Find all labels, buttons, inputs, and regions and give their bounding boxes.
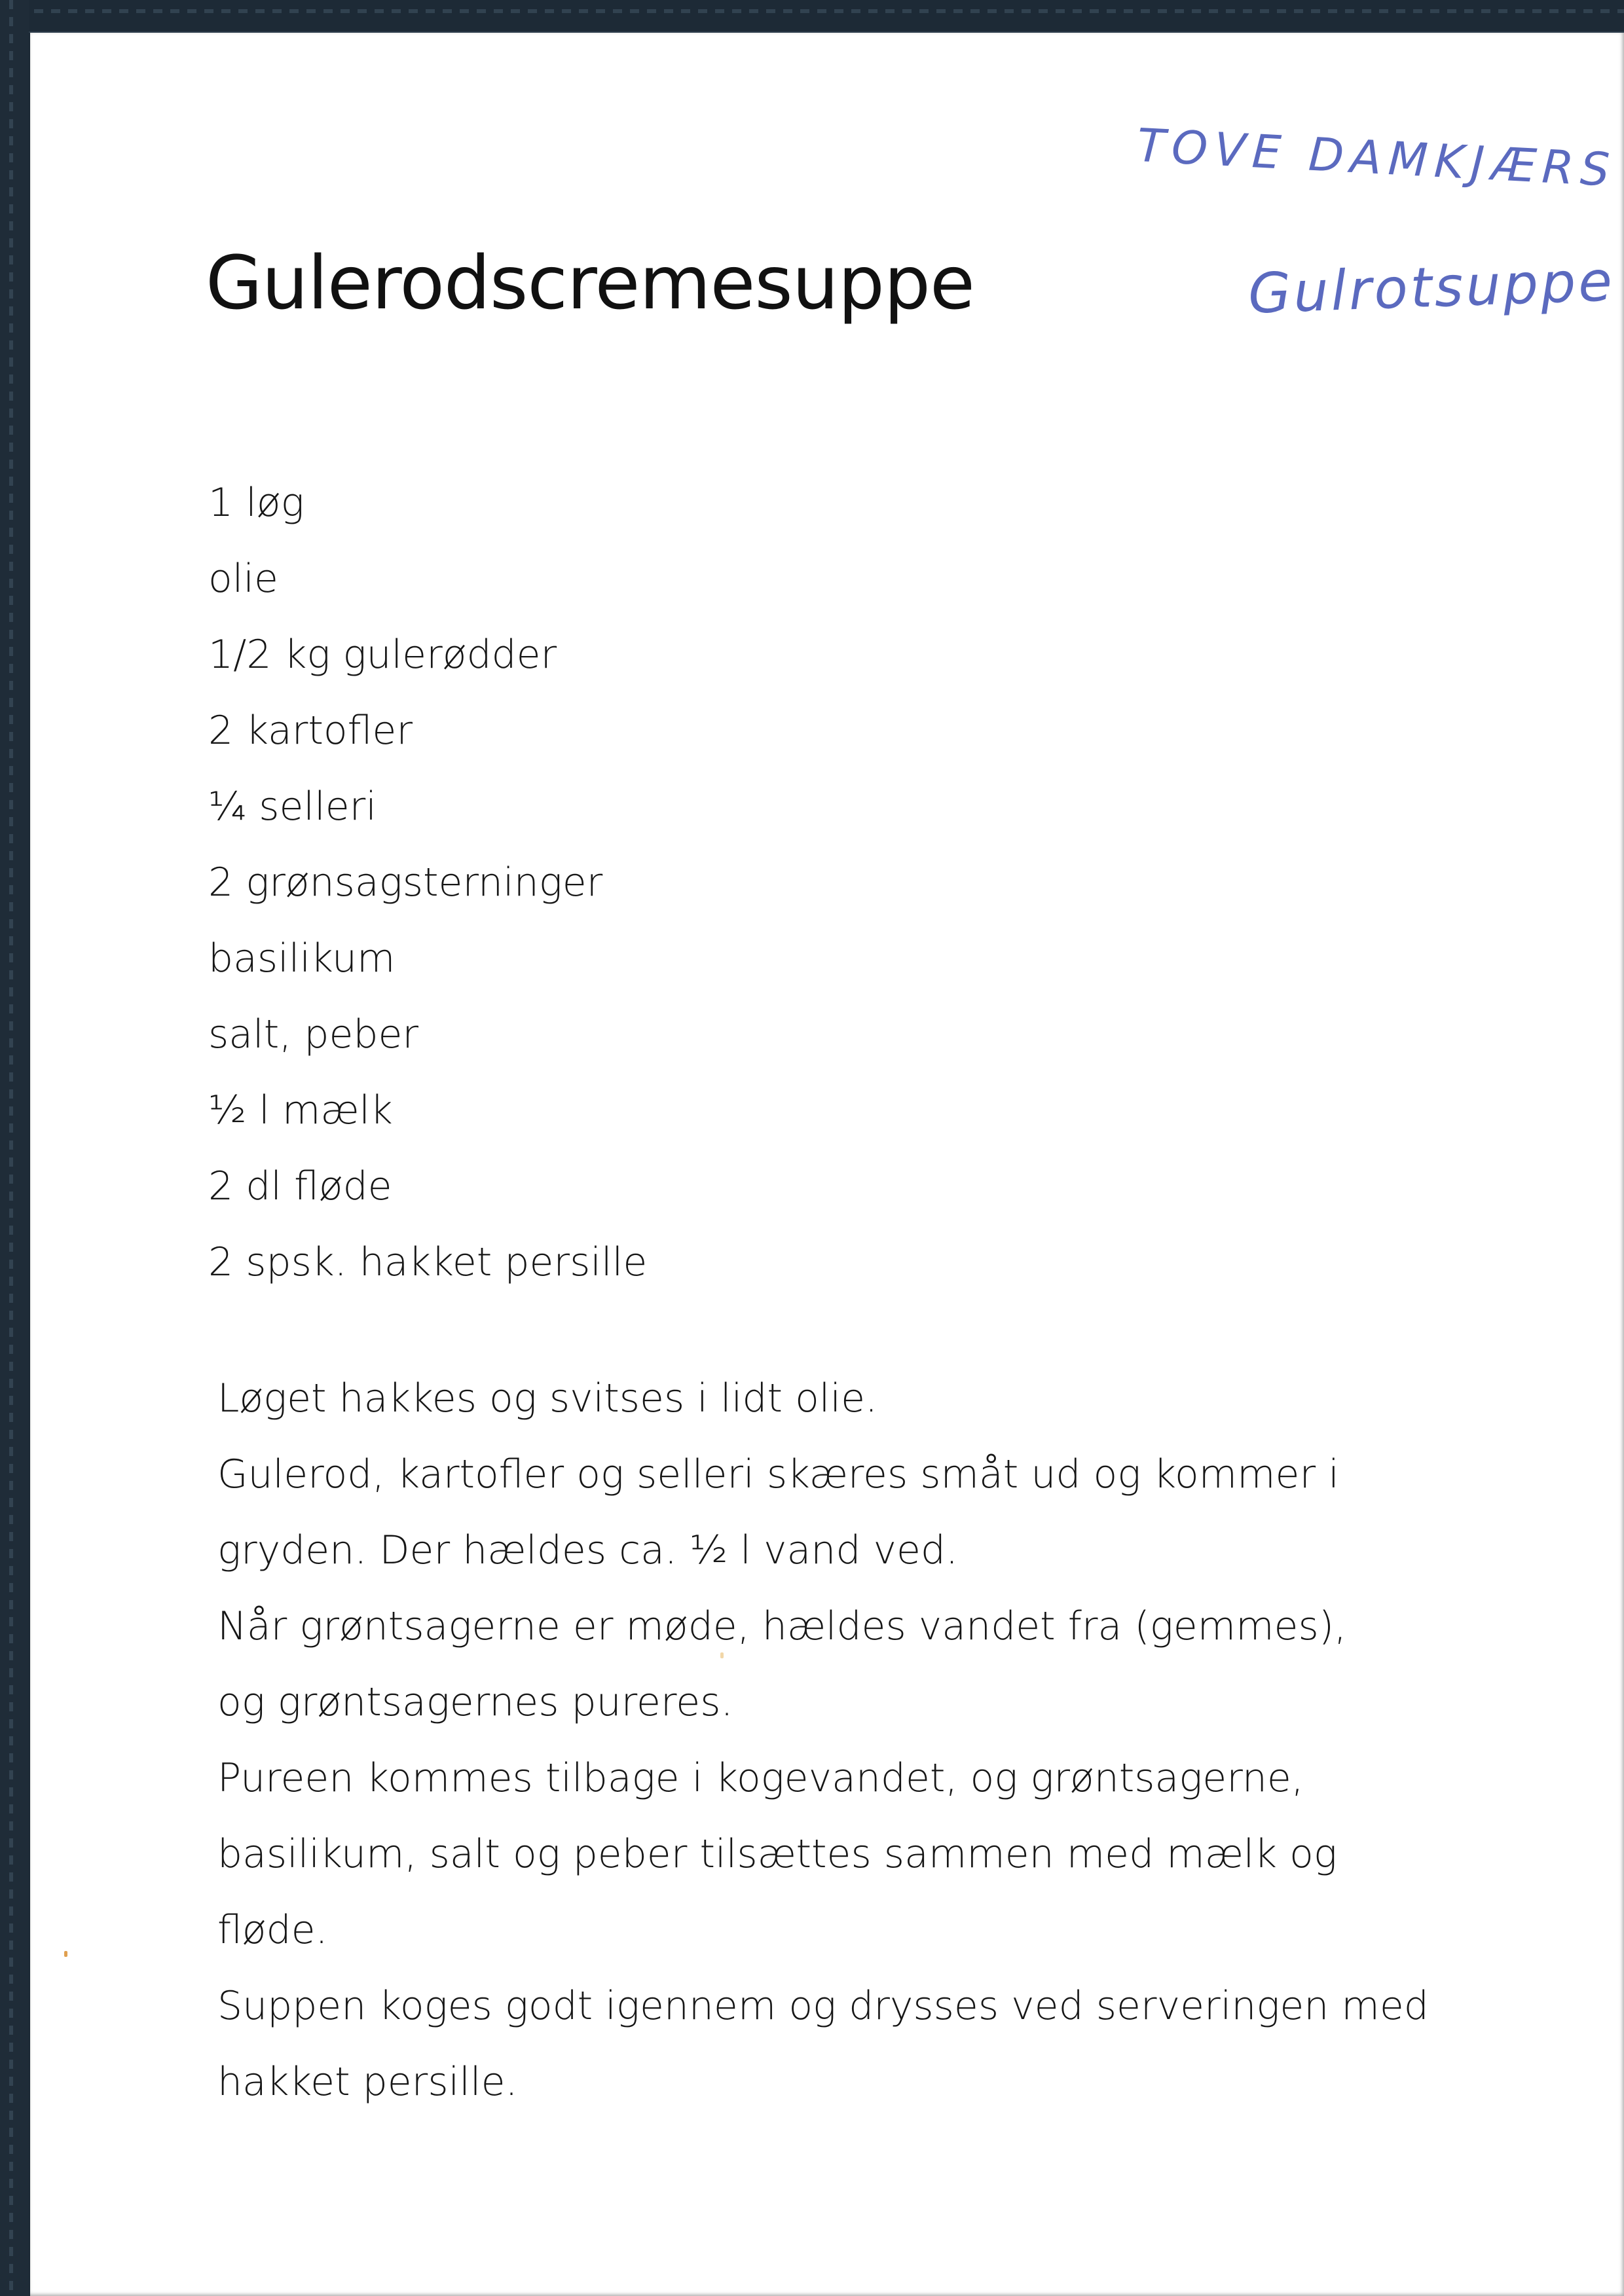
sleeve-top-stitching (0, 9, 1624, 13)
method-line: Suppen koges godt igennem og drysses ved serveringen med (217, 1983, 1429, 2029)
ingredient-item: 2 dl fløde (208, 1163, 392, 1209)
method-line: og grøntsagernes pureres. (217, 1679, 733, 1725)
sleeve-left-edge (0, 0, 29, 2296)
method-line: Gulerod, kartofler og selleri skæres småt ud og kommer i (217, 1451, 1339, 1497)
paper-speck (64, 1951, 67, 1957)
ingredient-item: 1/2 kg gulerødder (208, 632, 557, 678)
ingredient-item: ¼ selleri (208, 784, 377, 829)
recipe-title: Gulerodscremesuppe (206, 241, 974, 326)
method-line: basilikum, salt og peber tilsættes sammen med mælk og (217, 1831, 1337, 1877)
handwritten-recipe-name: Gulrotsuppe (1247, 249, 1616, 326)
ingredient-item: ½ l mælk (208, 1087, 393, 1133)
ingredient-list (208, 465, 647, 1300)
method-line: hakket persille. (217, 2059, 518, 2105)
method-line: Løget hakkes og svitses i lidt olie. (217, 1376, 878, 1421)
sleeve-top-edge (0, 0, 1624, 33)
method-line: Pureen kommes tilbage i kogevandet, og grøntsagerne, (217, 1755, 1304, 1801)
ingredient-item: 2 spsk. hakket persille (208, 1239, 648, 1285)
method-text (217, 1360, 1429, 2120)
ingredient-item: basilikum (208, 936, 396, 981)
method-line: gryden. Der hældes ca. ½ l vand ved. (217, 1527, 959, 1573)
recipe-sheet (30, 33, 1624, 2296)
ingredient-item: olie (208, 556, 278, 602)
sleeve-left-stitching (9, 0, 13, 2296)
ingredient-item: 2 grønsagsterninger (208, 860, 603, 905)
paper-speck (720, 1652, 724, 1658)
ingredient-item: 1 løg (208, 480, 304, 526)
ingredient-item: 2 kartofler (208, 708, 413, 754)
ingredient-item: salt, peber (208, 1011, 419, 1057)
method-line: fløde. (217, 1907, 328, 1953)
handwritten-owner-name: TOVE DAMKJÆRS (1135, 118, 1617, 198)
method-line: Når grøntsagerne er møde, hældes vandet fra (gemmes), (217, 1603, 1347, 1649)
